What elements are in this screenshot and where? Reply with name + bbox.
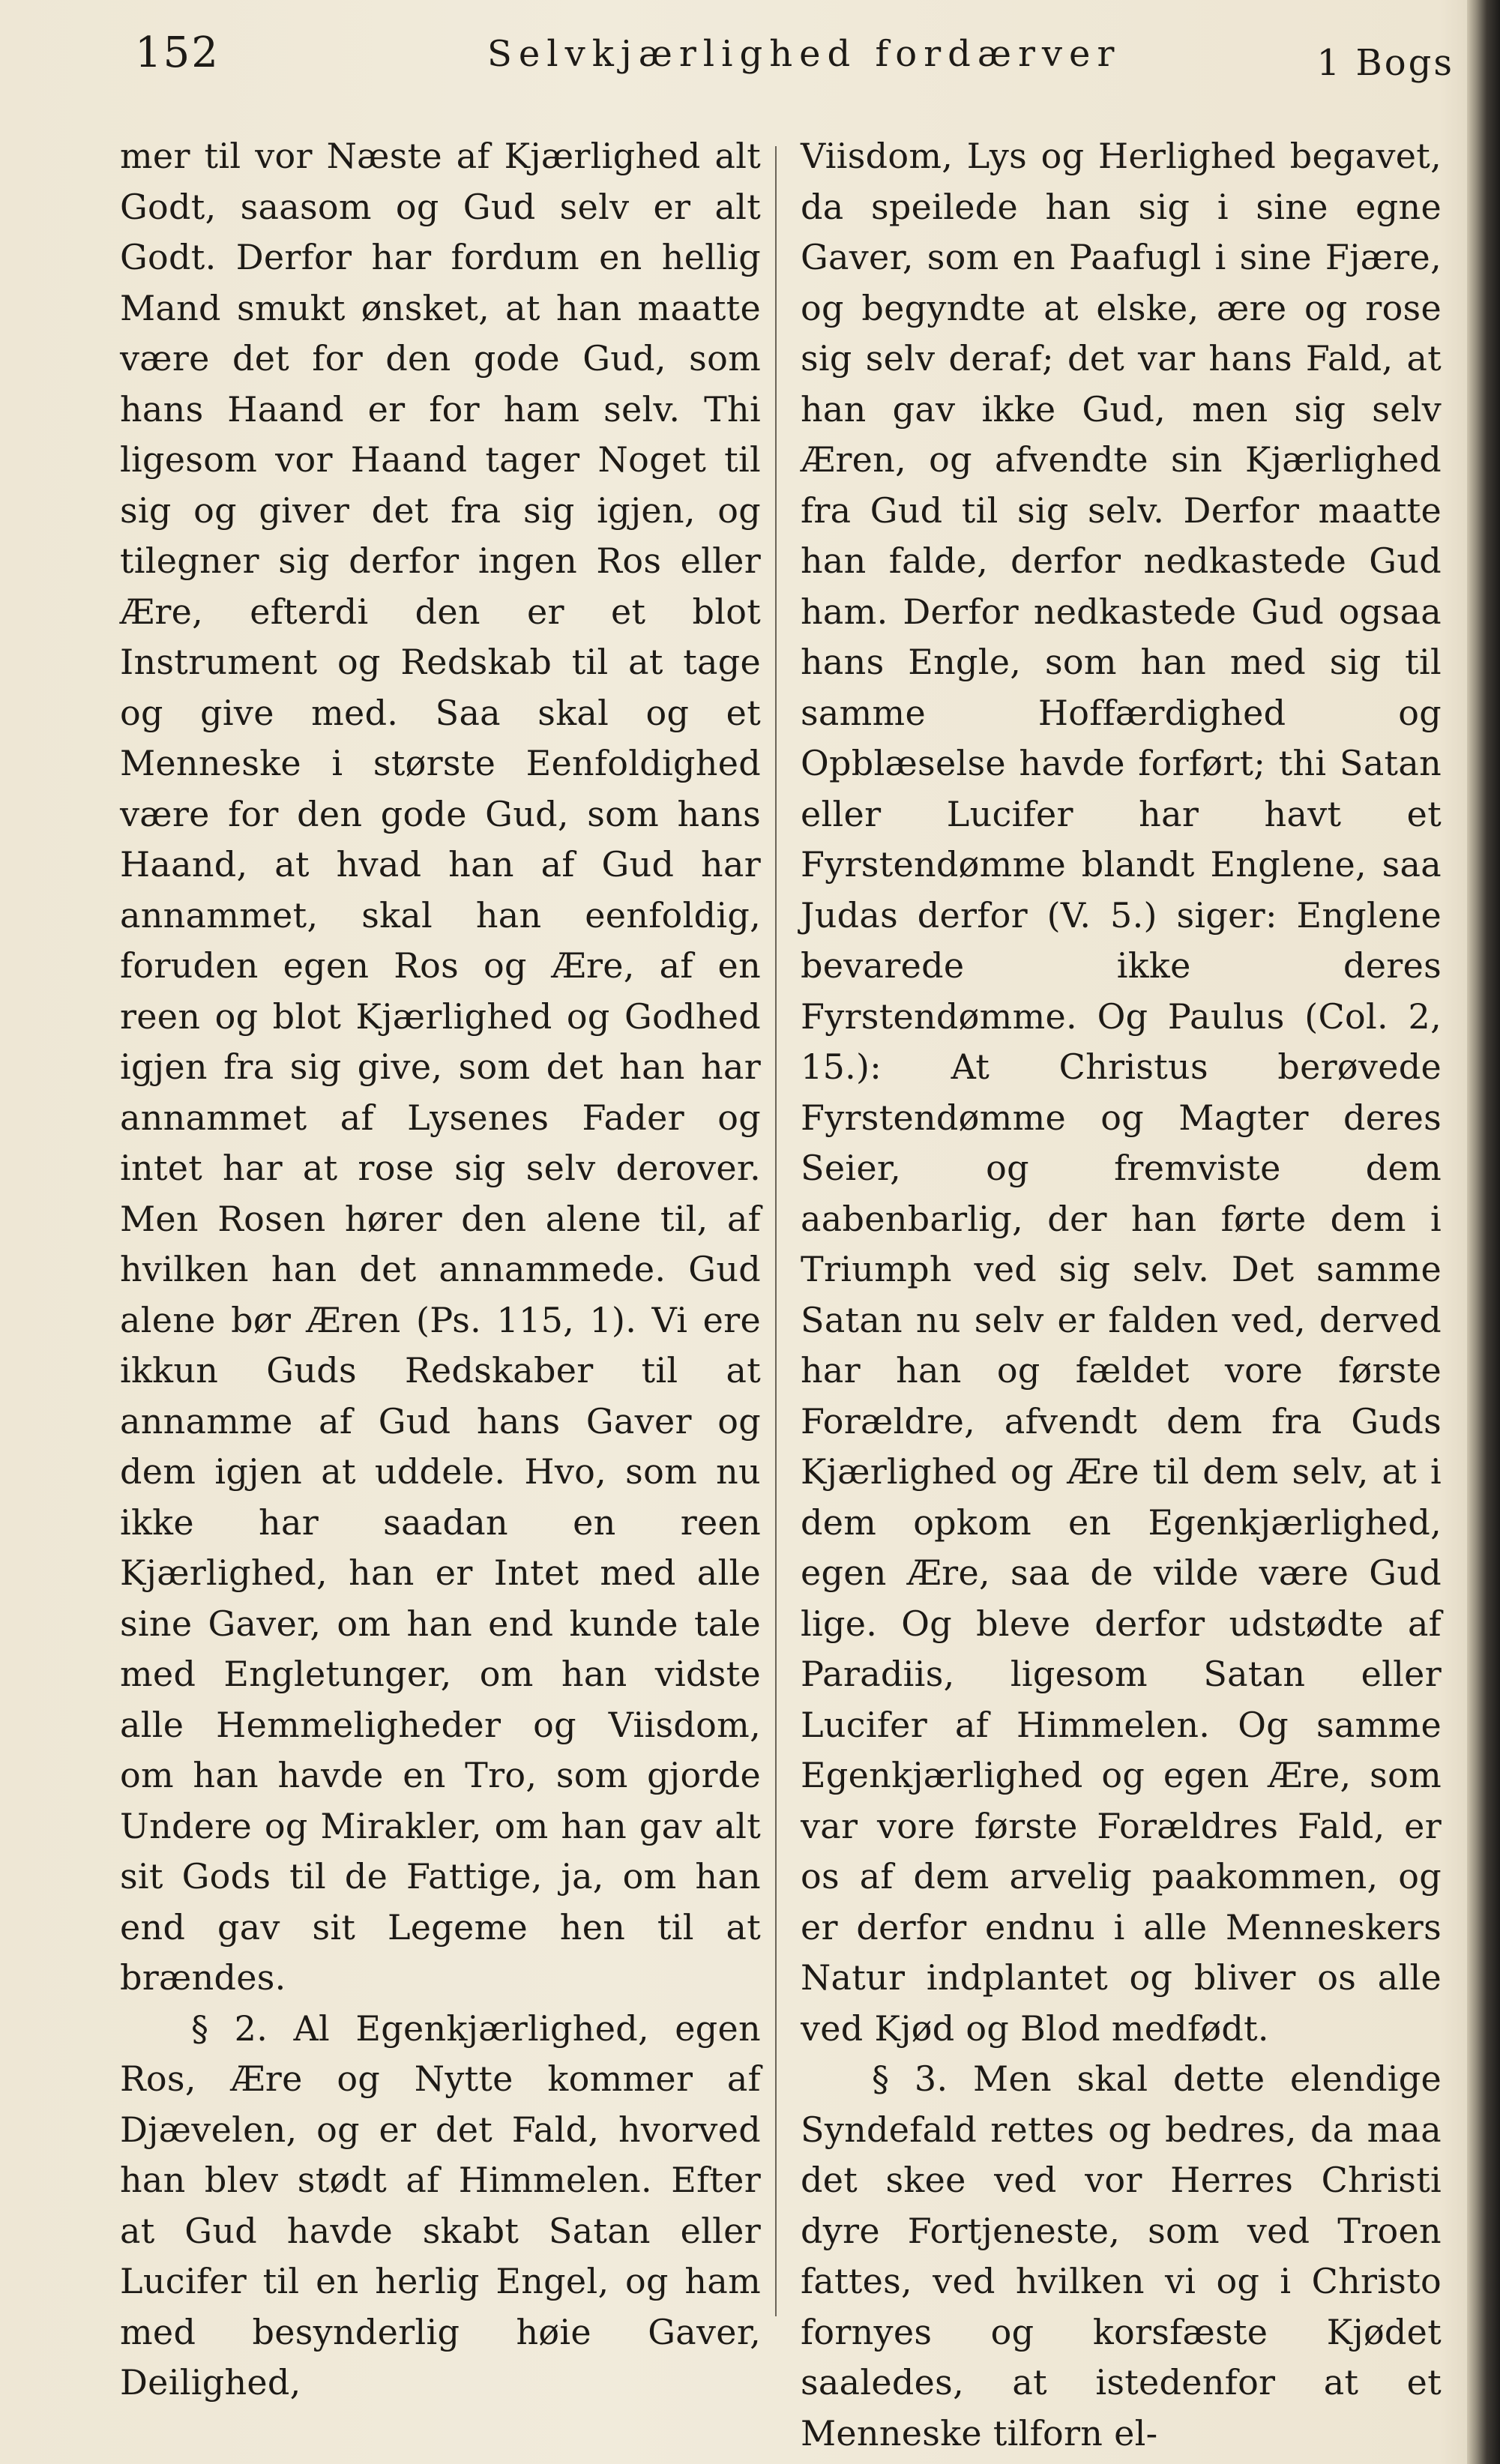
page-number: 152 [135, 28, 220, 77]
right-paragraph-2: § 3. Men skal dette elendige Syndefald rettes og bedres, da maa det skee ved vor Herres Christi dyre Fortjeneste, som ved Troen fattes, ved hvilken vi og i Christo fornyes og korsfæste Kjødet saaledes, at istedenfor at et Menneske tilforn el- [801, 2058, 1442, 2454]
book-spine [1467, 0, 1500, 2464]
left-paragraph-2: § 2. Al Egenkjærlighed, egen Ros, Ære og Nytte kommer af Djævelen, og er det Fald, hvorved han blev stødt af Himmelen. Efter at Gud havde skabt Satan eller Lucifer til en herlig Engel, og ham med besynderlig høie Gaver, Deilighed, [120, 2007, 761, 2403]
running-book-label: 1 Bogs [1316, 42, 1454, 84]
left-column [120, 131, 761, 2409]
page-header [127, 28, 1454, 88]
running-title: Selvkjærlighed fordærver [487, 33, 1121, 75]
right-column [801, 131, 1442, 2459]
left-paragraph-1: mer til vor Næste af Kjærlighed alt Godt, saasom og Gud selv er alt Godt. Derfor har fordum en hellig Mand smukt ønsket, at han maatte være det for den gode Gud, som hans Haand er for ham selv. Thi ligesom vor Haand tager Noget til sig og giver det fra sig igjen, og tilegner sig derfor ingen Ros eller Ære, efterdi den er et blot Instrument og Redskab til at tage og give med. Saa skal og et Menneske i største Eenfoldighed være for den gode Gud, som hans Haand, at hvad han af Gud har annammet, skal han eenfoldig, foruden egen Ros og Ære, af en reen og blot Kjærlighed og Godhed igjen fra sig give, som det han har annammet af Lysenes Fader og intet har at rose sig selv derover. Men Rosen hører den alene til, af hvilken han det annammede. Gud alene bør Æren (Ps. 115, 1). Vi ere ikkun Guds Redskaber til at annamme af Gud hans Gaver og dem igjen at uddele. Hvo, som nu ikke har saadan en reen Kjærlighed, han er Intet med alle sine Gaver, om han end kunde tale med Engletunger, om han vidste alle Hemmeligheder og Viisdom, om han havde en Tro, som gjorde Undere og Mirakler, om han gav alt sit Gods til de Fattige, ja, om han end gav sit Legeme hen til at brændes. [120, 136, 761, 1998]
right-paragraph-1: Viisdom, Lys og Herlighed begavet, da speilede han sig i sine egne Gaver, som en Paafugl i sine Fjære, og begyndte at elske, ære og rose sig selv deraf; det var hans Fald, at han gav ikke Gud, men sig selv Æren, og afvendte sin Kjærlighed fra Gud til sig selv. Derfor maatte han falde, derfor nedkastede Gud ham. Derfor nedkastede Gud ogsaa hans Engle, som han med sig til samme Hoffærdighed og Opblæselse havde forført; thi Satan eller Lucifer har havt et Fyrstendømme blandt Englene, saa Judas derfor (V. 5.) siger: Englene bevarede ikke deres Fyrstendømme. Og Paulus (Col. 2, 15.): At Christus berøvede Fyrstendømme og Magter deres Seier, og fremviste dem aabenbarlig, der han førte dem i Triumph ved sig selv. Det samme Satan nu selv er falden ved, derved har han og fældet vore første Forældre, afvendt dem fra Guds Kjærlighed og Ære til dem selv, at i dem opkom en Egenkjærlighed, egen Ære, saa de vilde være Gud lige. Og bleve derfor udstødte af Paradiis, ligesom Satan eller Lucifer af Himmelen. Og samme Egenkjærlighed og egen Ære, som var vore første Forældres Fald, er os af dem arvelig paakommen, og er derfor endnu i alle Menneskers Natur indplantet og bliver os alle ved Kjød og Blod medfødt. [801, 136, 1442, 2049]
column-divider [775, 146, 777, 2316]
